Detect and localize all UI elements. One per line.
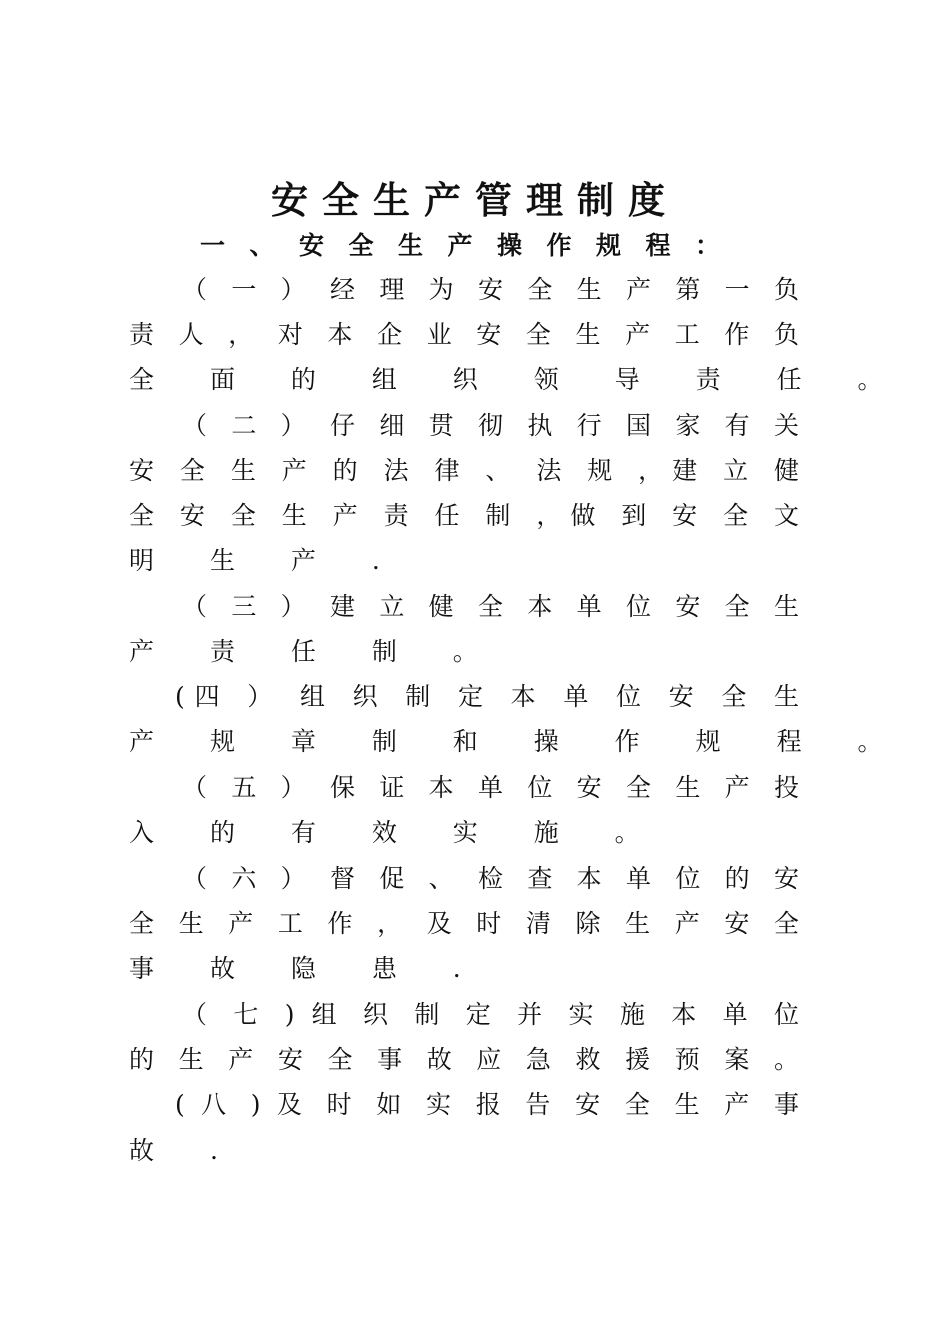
- body-line: 全 安 全 生 产 责 任 制 ，做 到 安 全 文: [129, 501, 799, 530]
- body-line: (四 ） 组 织 制 定 本 单 位 安 全 生: [175, 682, 799, 711]
- body-line: 的 生 产 安 全 事 故 应 急 救 援 预 案 。: [129, 1045, 799, 1074]
- body-line: 全 面 的 组 织 领 导 责 任 。: [129, 365, 907, 394]
- body-line: 安 全 生 产 的 法 律 、 法 规 ，建 立 健: [129, 456, 799, 485]
- body-line: （ 二 ） 仔 细 贯 彻 执 行 国 家 有 关: [182, 411, 799, 440]
- body-line: 产 规 章 制 和 操 作 规 程 。: [129, 727, 907, 756]
- body-line: 事 故 隐 患 .: [129, 954, 485, 983]
- body-line: 产 责 任 制 。: [129, 637, 502, 666]
- body-line: 故 .: [129, 1136, 242, 1165]
- body-line: ( 八 ) 及 时 如 实 报 告 安 全 生 产 事: [175, 1090, 799, 1119]
- body-line: （ 六 ） 督 促 、 检 查 本 单 位 的 安: [182, 864, 799, 893]
- body-line: 明 生 产 .: [129, 546, 404, 575]
- body-line: 全 生 产 工 作 ， 及 时 清 除 生 产 安 全: [129, 909, 799, 938]
- body-line: （ 五 ） 保 证 本 单 位 安 全 生 产 投: [182, 773, 799, 802]
- section-heading: 一 、 安 全 生 产 操 作 规 程 ：: [200, 231, 720, 260]
- body-line: 入 的 有 效 实 施 。: [129, 818, 664, 847]
- body-line: （ 七 ) 组 织 制 定 并 实 施 本 单 位: [182, 1000, 799, 1029]
- page-title: 安全生产管理制度: [271, 178, 679, 222]
- body-line: 责 人 ， 对 本 企 业 安 全 生 产 工 作 负: [129, 320, 799, 349]
- body-line: （ 三 ） 建 立 健 全 本 单 位 安 全 生: [182, 592, 799, 621]
- body-line: （ 一 ） 经 理 为 安 全 生 产 第 一 负: [182, 275, 799, 304]
